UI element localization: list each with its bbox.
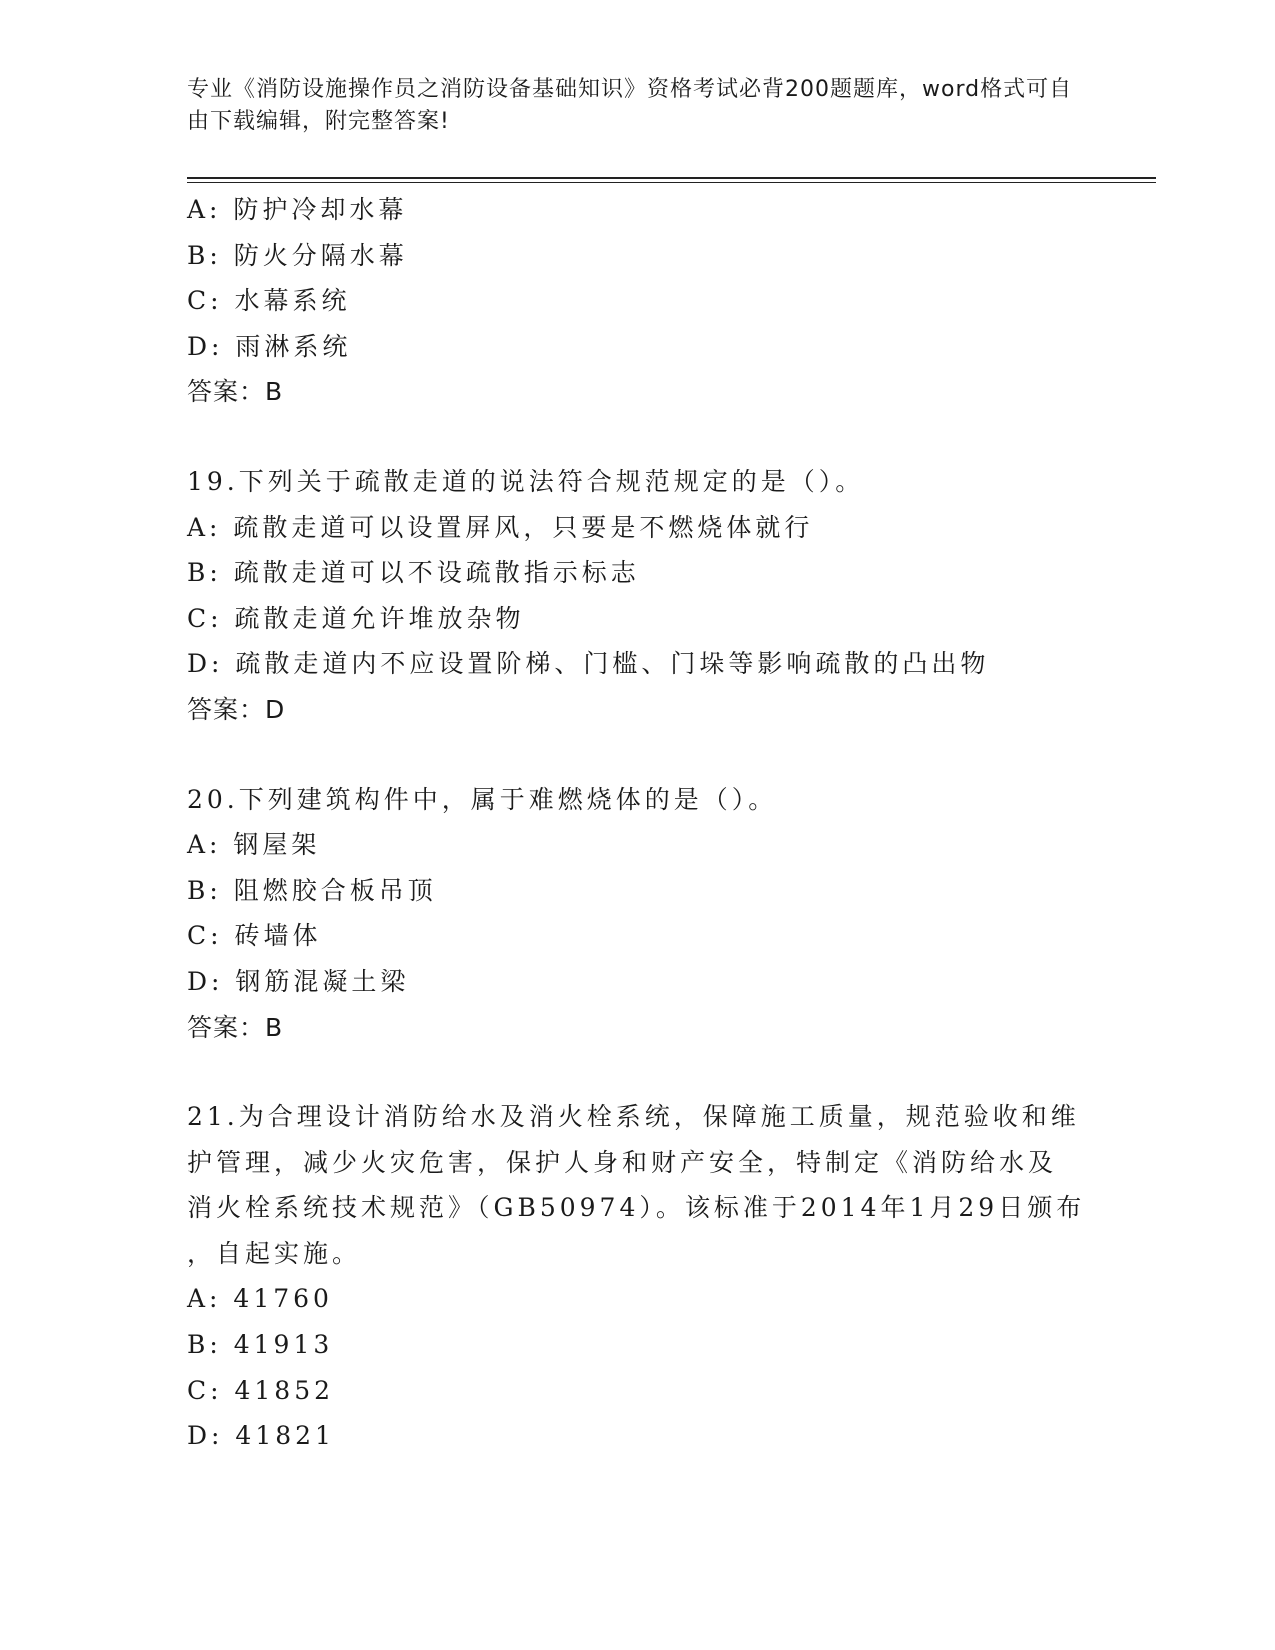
- option-c: C: 疏散走道允许堆放杂物: [187, 603, 525, 633]
- option-c: C: 水幕系统: [187, 286, 351, 316]
- option-b: B: 疏散走道可以不设疏散指示标志: [187, 558, 640, 588]
- question-19-block: [187, 459, 1087, 733]
- answer: 答案：B: [187, 377, 284, 407]
- option-d: D: 雨淋系统: [187, 331, 352, 361]
- option-b: B: 防火分隔水幕: [187, 240, 408, 270]
- question-stem: 20.下列建筑构件中，属于难燃烧体的是（）。: [187, 784, 778, 814]
- option-d: D: 41821: [187, 1421, 335, 1451]
- question-stem-line: ，自起实施。: [187, 1238, 362, 1268]
- question-stem-line: 护管理，减少火灾危害，保护人身和财产安全，特制定《消防给水及: [187, 1147, 1058, 1177]
- option-c: C: 41852: [187, 1375, 335, 1405]
- option-d: D: 疏散走道内不应设置阶梯、门槛、门垛等影响疏散的凸出物: [187, 649, 990, 679]
- answer: 答案：D: [187, 694, 286, 724]
- question-stem: 19.下列关于疏散走道的说法符合规范规定的是（）。: [187, 466, 865, 496]
- option-a: A: 钢屋架: [187, 830, 321, 860]
- option-a: A: 疏散走道可以设置屏风，只要是不燃烧体就行: [187, 512, 814, 542]
- option-c: C: 砖墙体: [187, 921, 322, 951]
- header-divider: [187, 177, 1156, 183]
- option-a: A: 41760: [187, 1284, 333, 1314]
- prev-question-block: [187, 187, 1087, 415]
- question-20-block: [187, 777, 1087, 1051]
- question-21-block: [187, 1094, 1087, 1459]
- document-header: 专业《消防设施操作员之消防设备基础知识》资格考试必背200题题库，word格式可自由下载编辑，附完整答案!: [187, 77, 1073, 134]
- option-b: B: 41913: [187, 1330, 334, 1360]
- question-stem-line: 消火栓系统技术规范》（GB50974）。该标准于2014年1月29日颁布: [187, 1193, 1086, 1223]
- option-a: A: 防护冷却水幕: [187, 195, 408, 224]
- option-d: D: 钢筋混凝土梁: [187, 966, 410, 996]
- option-b: B: 阻燃胶合板吊顶: [187, 875, 437, 905]
- question-content: [187, 187, 1087, 1459]
- question-stem-line: 21.为合理设计消防给水及消火栓系统，保障施工质量，规范验收和维: [187, 1102, 1080, 1132]
- answer: 答案：B: [187, 1012, 284, 1042]
